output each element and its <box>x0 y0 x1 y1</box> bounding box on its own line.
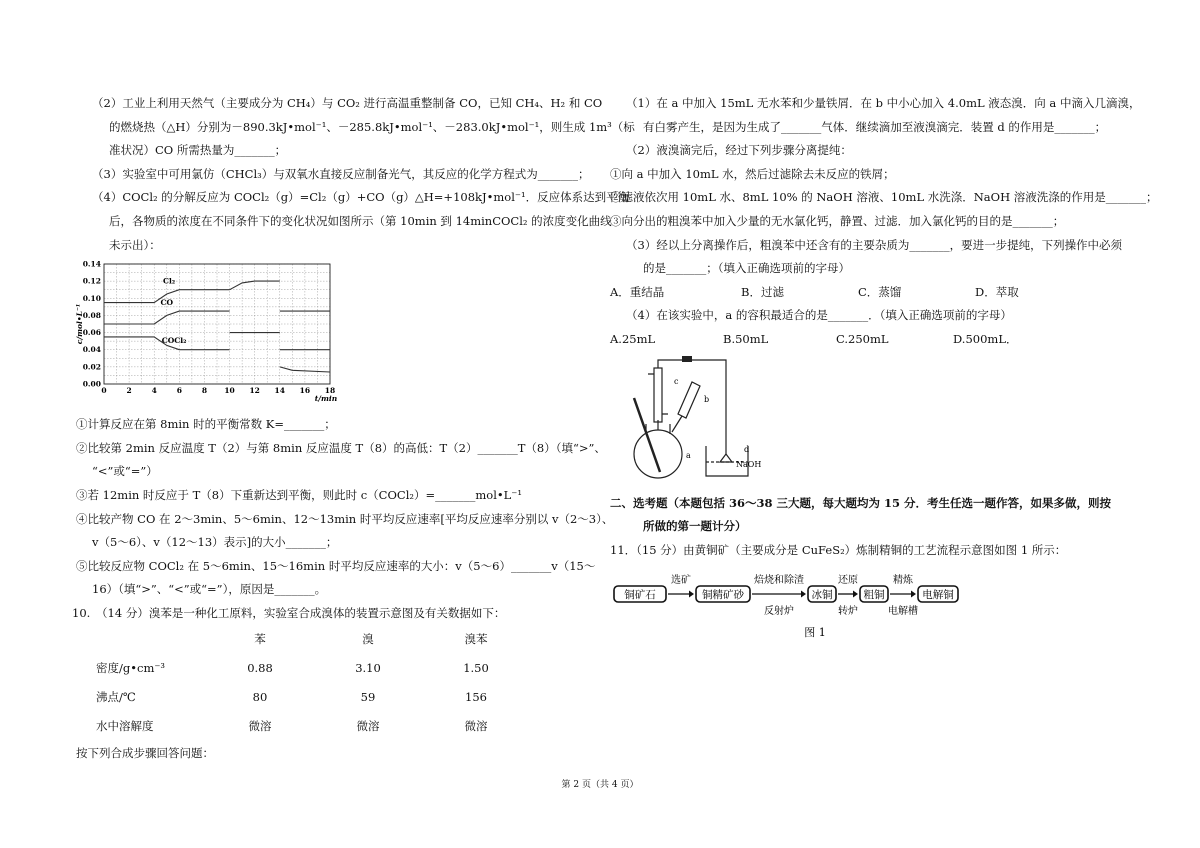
question-11: 11．（15 分）由黄铜矿（主要成分是 CuFeS₂）炼制精铜的工艺流程示意图如图 1 所示： <box>610 542 1067 557</box>
table-row <box>84 713 530 742</box>
table-row <box>84 655 530 684</box>
question-10: 10. （14 分）溴苯是一种化工原料，实验室合成溴体的装置示意图及有关数据如下： <box>72 605 506 620</box>
text-line: v（5～6）、v（12～13）表示]的大小_______； <box>92 535 338 550</box>
flow-box-label: 电解铜 <box>922 589 954 601</box>
y-tick-label: 0.14 <box>82 259 101 269</box>
table-cell: 3.10 <box>355 661 381 676</box>
table-cell: 0.88 <box>247 661 273 676</box>
table-cell: 59 <box>360 690 376 705</box>
table-header: 溴 <box>362 632 374 647</box>
funnel-b <box>678 382 700 418</box>
table-cell: 微溶 <box>356 719 380 734</box>
label-d: d <box>744 445 750 454</box>
text-line: （1）在 a 中加入 15mL 无水苯和少量铁屑．在 b 中小心加入 4.0mL 液态溴．向 a 中滴入几滴溴， <box>626 96 1141 110</box>
y-tick-label: 0.00 <box>82 379 101 389</box>
text-line: （4）在该实验中，a 的容积最适合的是_______．（填入正确选项前的字母） <box>626 308 1012 323</box>
option-d: D.500mL． <box>953 331 1018 346</box>
table-cell: 微溶 <box>464 719 488 734</box>
series-label: CO <box>160 298 174 308</box>
text-line: 的是_______；（填入正确选项前的字母） <box>643 261 850 276</box>
text-line: ⑤比较反应物 COCl₂ 在 5～6min、15～16min 时平均反应速率的大小：v（5～6）_______v（15～ <box>76 558 596 573</box>
y-tick-label: 0.12 <box>82 276 101 286</box>
table-cell: 密度/g•cm⁻³ <box>96 661 166 676</box>
x-tick-label: 10 <box>224 386 235 395</box>
flow-arrow-bottom: 转炉 <box>838 606 858 617</box>
label-c: c <box>674 377 679 386</box>
flow-arrow-top: 还原 <box>838 575 858 586</box>
option-c: C．蒸馏 <box>858 284 902 299</box>
concentration-chart <box>76 258 336 410</box>
section-heading: 所做的第一题计分） <box>643 519 747 534</box>
series-label: Cl₂ <box>163 276 176 286</box>
table-header: 溴苯 <box>464 632 488 647</box>
text-line: ①向 a 中加入 10mL 水，然后过滤除去未反应的铁屑； <box>610 166 895 181</box>
flow-arrow-top: 精炼 <box>893 575 913 586</box>
text-line: ③向分出的粗溴苯中加入少量的无水氯化钙，静置、过滤．加入氯化钙的目的是_______； <box>610 213 1065 228</box>
x-tick-label: 4 <box>151 386 157 395</box>
page-footer: 第 2 页（共 4 页） <box>561 780 639 790</box>
x-tick-label: 8 <box>201 386 208 395</box>
flow-arrow-bottom: 反射炉 <box>764 606 794 617</box>
y-tick-label: 0.10 <box>82 293 101 303</box>
thermometer <box>634 398 660 472</box>
table-cell: 1.50 <box>463 661 489 676</box>
arrow-icon <box>689 591 694 598</box>
option-b: B.50mL <box>723 331 769 346</box>
x-tick-label: 0 <box>101 386 107 395</box>
text-line: ①计算反应在第 8min 时的平衡常数 K=_______； <box>76 417 336 432</box>
option-a: A.25mL <box>610 331 656 346</box>
options-q3 <box>610 281 1140 305</box>
x-tick-label: 18 <box>324 386 336 395</box>
y-tick-label: 0.02 <box>82 362 101 372</box>
table-header <box>84 626 206 655</box>
flow-box-label: 铜精矿砂 <box>702 589 744 601</box>
table-header-row <box>84 626 530 655</box>
text-line: （2）工业上利用天然气（主要成分为 CH₄）与 CO₂ 进行高温重整制备 CO，已知 CH₄、H₂ 和 CO <box>92 96 603 110</box>
table-cell: 156 <box>465 690 487 705</box>
text-line: 16）（填“>”、“<”或“=”），原因是_______。 <box>92 582 327 597</box>
flow-box-label: 粗铜 <box>863 589 885 601</box>
arrow-icon <box>801 591 806 598</box>
table-row <box>84 684 530 713</box>
flow-box-label: 铜矿石 <box>624 589 656 601</box>
option-a: A．重结晶 <box>610 284 665 299</box>
text-line: ②滤液依次用 10mL 水、8mL 10% 的 NaOH 溶液、10mL 水洗涤．NaOH 溶液洗涤的作用是_______； <box>610 190 1158 205</box>
flask-a <box>634 430 682 478</box>
table-header: 苯 <box>254 632 266 647</box>
x-tick-label: 12 <box>249 386 260 395</box>
text-line: 未示出）： <box>109 237 161 252</box>
table-cell: 水中溶解度 <box>96 719 154 734</box>
flow-box-label: 冰铜 <box>811 589 833 601</box>
bromobenzene-apparatus <box>616 354 776 484</box>
right-column <box>610 92 1158 562</box>
options-q4 <box>610 328 1140 352</box>
delivery-tube <box>658 360 726 454</box>
properties-table <box>84 626 530 742</box>
option-c: C.250mL <box>836 331 889 346</box>
text-line: （2）液溴滴完后，经过下列步骤分离提纯： <box>626 143 852 158</box>
y-tick-label: 0.04 <box>82 345 101 355</box>
text-line: 按下列合成步骤回答问题： <box>76 745 214 760</box>
x-axis-label: t/min <box>314 394 338 403</box>
flow-arrow-bottom: 电解槽 <box>888 606 918 617</box>
flow-caption: 图 1 <box>804 626 826 639</box>
table-cell: 80 <box>252 690 268 705</box>
text-line: ②比较第 2min 反应温度 T（2）与第 8min 反应温度 T（8）的高低：T（2）_______T（8）（填“>”、 <box>76 440 606 455</box>
flow-arrow-top: 焙烧和除渣 <box>754 575 804 586</box>
text-line: 后，各物质的浓度在不同条件下的变化状况如图所示（第 10min 到 14minCOCl₂ 的浓度变化曲线 <box>109 213 612 228</box>
text-line: （4）COCl₂ 的分解反应为 COCl₂（g）=Cl₂（g）+CO（g）△H=+108kJ•mol⁻¹．反应体系达到平衡 <box>92 190 630 205</box>
x-tick-label: 6 <box>176 386 182 395</box>
text-line: 的燃烧热（△H）分别为－890.3kJ•mol⁻¹、－285.8kJ•mol⁻¹、－283.0kJ•mol⁻¹，则生成 1m³（标 <box>109 119 635 134</box>
flow-arrow-top: 选矿 <box>671 575 691 586</box>
option-d: D．萃取 <box>975 284 1019 299</box>
arrow-icon <box>853 591 858 598</box>
text-line: （3）经以上分离操作后，粗溴苯中还含有的主要杂质为_______，要进一步提纯，下列操作中必须 <box>626 237 1123 252</box>
arrow-icon <box>911 591 916 598</box>
label-a: a <box>686 451 691 460</box>
label-naoh: NaOH <box>736 460 762 469</box>
x-tick-label: 2 <box>126 386 132 395</box>
table-cell: 微溶 <box>248 719 272 734</box>
label-b: b <box>704 395 710 404</box>
series-label: COCl₂ <box>161 335 187 345</box>
text-line: ④比较产物 CO 在 2～3min、5～6min、12～13min 时平均反应速率[平均反应速率分别以 v（2～3）、 <box>76 511 614 526</box>
x-tick-label: 16 <box>299 386 311 395</box>
process-flow <box>610 572 1030 644</box>
text-line: 准状况）CO 所需热量为_______； <box>109 143 287 158</box>
y-tick-label: 0.08 <box>82 310 101 320</box>
x-tick-label: 14 <box>274 386 285 395</box>
condenser-c <box>654 368 662 422</box>
text-line: ③若 12min 时反应于 T（8）下重新达到平衡，则此时 c（COCl₂）=_______mol•L⁻¹ <box>76 487 522 502</box>
y-axis-label: c/mol•L⁻¹ <box>75 303 84 345</box>
section-heading: 二、选考题（本题包括 36～38 三大题，每大题均为 15 分．考生任选一题作答，如果多做，则按 <box>610 495 1112 510</box>
option-b: B．过滤 <box>741 284 784 299</box>
y-tick-label: 0.06 <box>82 328 101 338</box>
text-line: “<”或“=”） <box>92 464 158 479</box>
table-cell: 沸点/℃ <box>96 690 136 705</box>
text-line: （3）实验室中可用氯仿（CHCl₃）与双氧水直接反应制备光气，其反应的化学方程式为_______； <box>92 166 590 181</box>
text-line: 有白雾产生，是因为生成了_______气体．继续滴加至液溴滴完．装置 d 的作用是_______； <box>643 119 1107 134</box>
